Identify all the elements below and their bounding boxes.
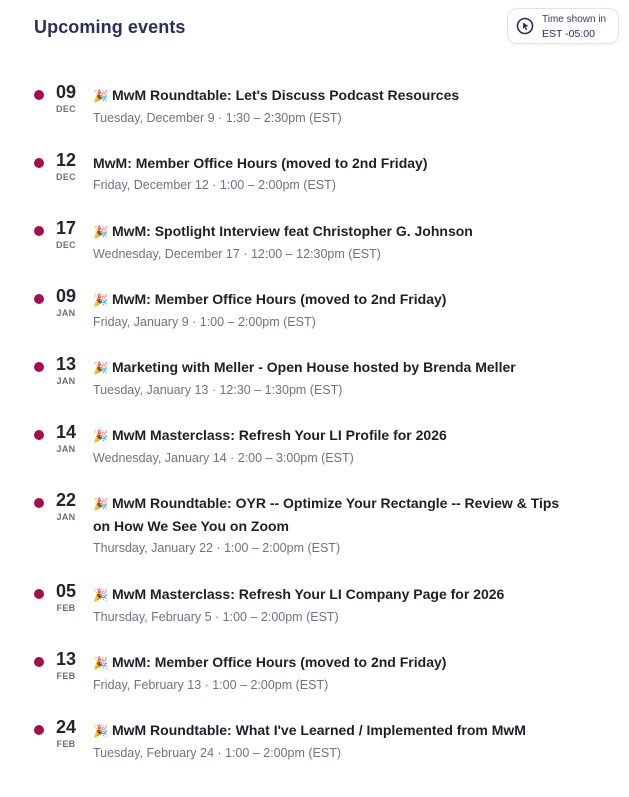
event-title-text: Marketing with Meller - Open House hosted by Brenda Meller [111, 359, 516, 375]
timezone-label: Time shown in [542, 14, 607, 25]
event-title-text: MwM: Member Office Hours (moved to 2nd Friday) [111, 654, 447, 670]
globe-cursor-icon [516, 17, 534, 35]
event-month: DEC [56, 172, 76, 182]
event-day: 09 [55, 286, 77, 306]
party-popper-icon: 🎉 [93, 89, 108, 103]
event-month: JAN [56, 308, 76, 318]
event-info [93, 152, 563, 195]
event-info [93, 492, 563, 558]
event-dot-icon [34, 589, 44, 599]
timezone-button[interactable] [507, 8, 619, 44]
event-datetime: Thursday, January 22 · 1:00 – 2:00pm (EST) [93, 541, 341, 555]
event-title[interactable] [93, 288, 563, 311]
event-day: 13 [55, 354, 77, 374]
event-datetime: Tuesday, February 24 · 1:00 – 2:00pm (EST) [93, 746, 342, 760]
event-title-text: MwM Roundtable: Let's Discuss Podcast Resources [111, 87, 460, 103]
event-title[interactable] [93, 152, 563, 174]
event-dot-icon [34, 657, 44, 667]
event-month: DEC [56, 104, 76, 114]
event-dot-icon [34, 294, 44, 304]
event-title-text: MwM Roundtable: OYR -- Optimize Your Rectangle -- Review & Tips on How We See You on Zoom [93, 495, 560, 534]
event-day: 24 [55, 717, 77, 737]
event-month: JAN [56, 376, 76, 386]
party-popper-icon: 🎉 [93, 656, 108, 670]
event-title[interactable] [93, 583, 563, 606]
event-info [93, 651, 563, 695]
event-title[interactable] [93, 220, 563, 243]
party-popper-icon: 🎉 [93, 497, 108, 511]
event-info [93, 220, 563, 264]
event-datetime: Thursday, February 5 · 1:00 – 2:00pm (EST) [93, 610, 339, 624]
event-datetime: Friday, January 9 · 1:00 – 2:00pm (EST) [93, 315, 316, 329]
event-info [93, 288, 563, 332]
party-popper-icon: 🎉 [93, 293, 108, 307]
event-dot-icon [34, 725, 44, 735]
event-title-text: MwM: Spotlight Interview feat Christopher G. Johnson [111, 223, 473, 239]
event-datetime: Wednesday, December 17 · 12:00 – 12:30pm (EST) [93, 247, 381, 261]
event-month: JAN [56, 512, 76, 522]
event-day: 17 [55, 218, 77, 238]
event-day: 09 [55, 82, 77, 102]
timezone-value: EST -05:00 [542, 28, 595, 40]
event-dot-icon [34, 158, 44, 168]
events-header [0, 0, 629, 60]
event-month: FEB [56, 671, 76, 681]
page-title: Upcoming events [34, 17, 186, 37]
event-datetime: Wednesday, January 14 · 2:00 – 3:00pm (EST) [93, 451, 354, 465]
event-dot-icon [34, 430, 44, 440]
event-title-text: MwM Masterclass: Refresh Your LI Company Page for 2026 [111, 586, 505, 602]
event-title[interactable] [93, 424, 563, 447]
event-month: FEB [56, 739, 76, 749]
event-day: 12 [55, 150, 77, 170]
event-day: 14 [55, 422, 77, 442]
event-title[interactable] [93, 719, 563, 742]
event-info [93, 424, 563, 468]
event-datetime: Friday, December 12 · 1:00 – 2:00pm (EST) [93, 178, 336, 192]
event-info [93, 719, 563, 763]
event-datetime: Tuesday, December 9 · 1:30 – 2:30pm (EST) [93, 111, 342, 125]
event-month: DEC [56, 240, 76, 250]
event-info [93, 583, 563, 627]
event-day: 22 [55, 490, 77, 510]
event-title-text: MwM Masterclass: Refresh Your LI Profile for 2026 [111, 427, 447, 443]
party-popper-icon: 🎉 [93, 724, 108, 738]
party-popper-icon: 🎉 [93, 361, 108, 375]
event-title-text: MwM: Member Office Hours (moved to 2nd Friday) [93, 155, 428, 171]
event-dot-icon [34, 226, 44, 236]
event-title[interactable] [93, 651, 563, 674]
event-title[interactable] [93, 492, 563, 537]
event-title[interactable] [93, 356, 563, 379]
party-popper-icon: 🎉 [93, 429, 108, 443]
event-dot-icon [34, 362, 44, 372]
event-dot-icon [34, 498, 44, 508]
event-info [93, 356, 563, 400]
event-month: FEB [56, 603, 76, 613]
event-title-text: MwM Roundtable: What I've Learned / Implemented from MwM [111, 722, 526, 738]
event-title[interactable] [93, 84, 563, 107]
event-info [93, 84, 563, 128]
event-dot-icon [34, 90, 44, 100]
party-popper-icon: 🎉 [93, 588, 108, 602]
party-popper-icon: 🎉 [93, 225, 108, 239]
event-datetime: Tuesday, January 13 · 12:30 – 1:30pm (EST) [93, 383, 343, 397]
event-datetime: Friday, February 13 · 1:00 – 2:00pm (EST) [93, 678, 329, 692]
event-day: 13 [55, 649, 77, 669]
event-month: JAN [56, 444, 76, 454]
event-title-text: MwM: Member Office Hours (moved to 2nd Friday) [111, 291, 447, 307]
event-day: 05 [55, 581, 77, 601]
